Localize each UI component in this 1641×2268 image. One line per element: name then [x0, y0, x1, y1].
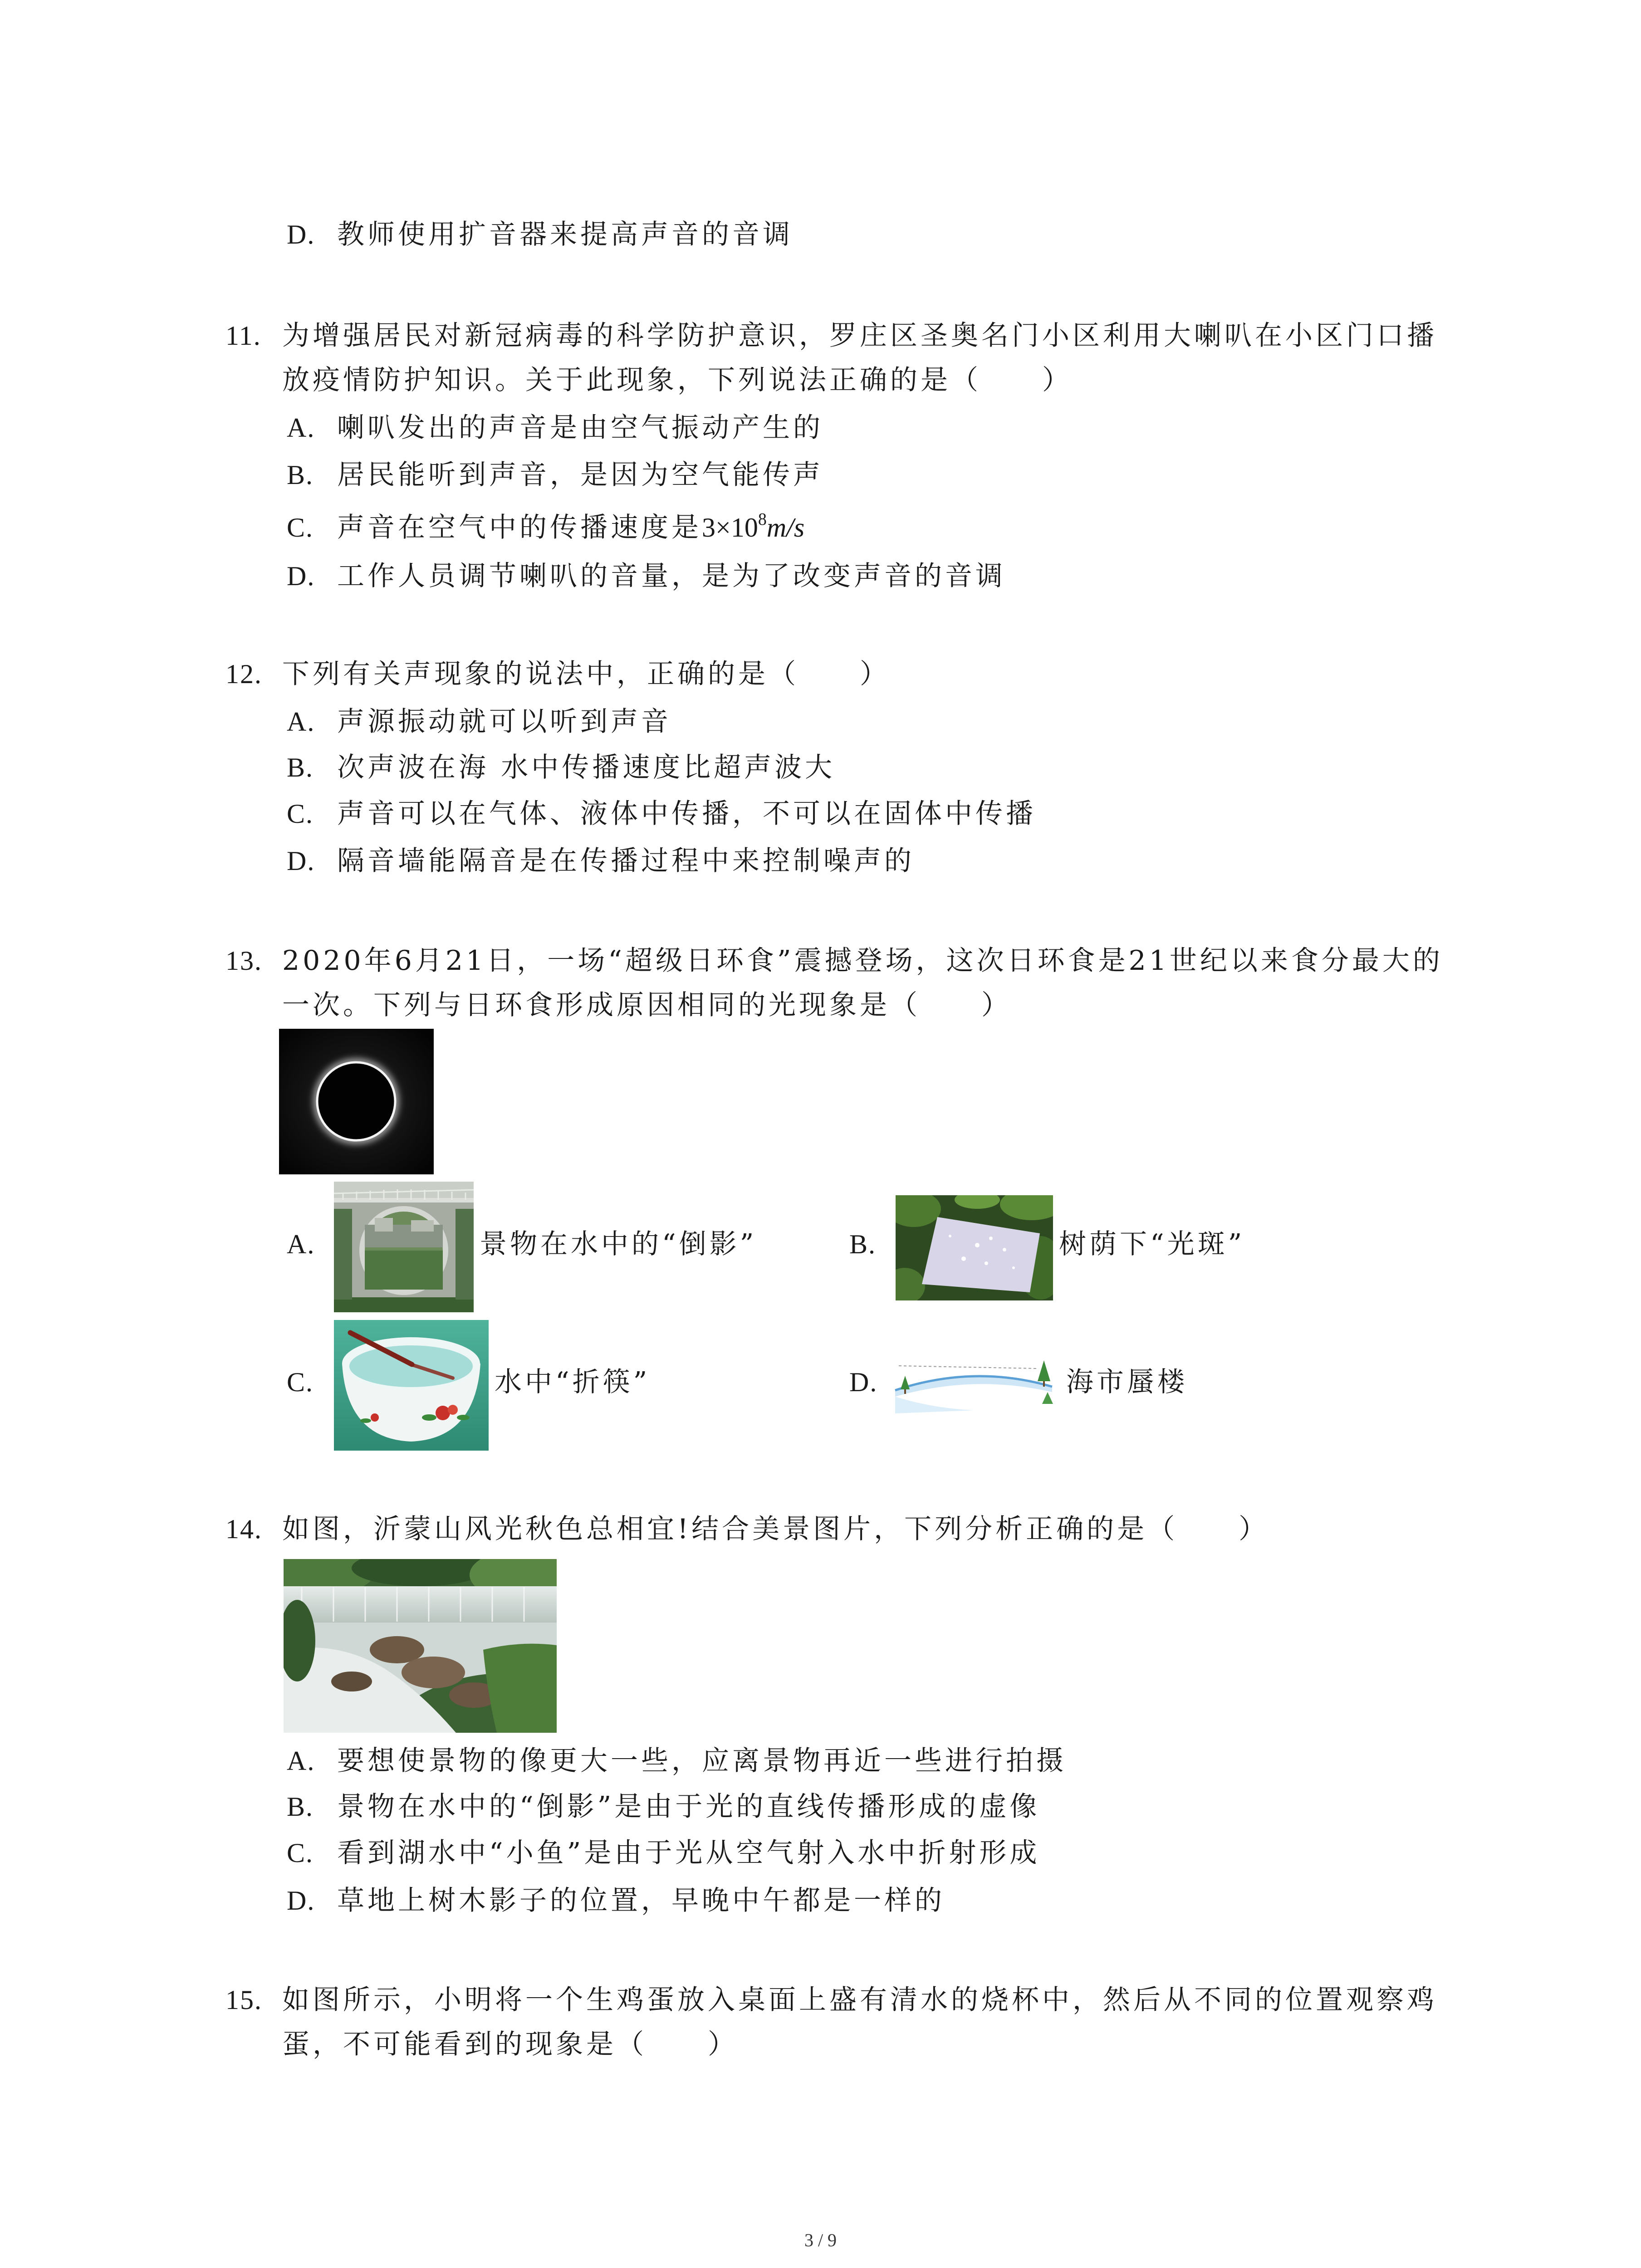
question-stem-line: 放疫情防护知识。关于此现象，下列说法正确的是（ ） [282, 364, 1073, 396]
question-stem-line: 2020年6月21日，一场“超级日环食”震撼登场，这次日环食是21世纪以来食分最大的 [282, 945, 1443, 977]
option-text: 看到湖水中“小鱼”是由于光从空气射入水中折射形成 [337, 1837, 1040, 1869]
waterfall-landscape-photo [284, 1559, 557, 1733]
question-number: 15. [225, 1985, 262, 2015]
option-text: 隔音墙能隔音是在传播过程中来控制噪声的 [337, 845, 915, 877]
option-label: C. [287, 1838, 314, 1868]
option-caption: 树荫下“光斑” [1059, 1228, 1245, 1260]
question-stem-line: 下列有关声现象的说法中，正确的是（ ） [282, 658, 890, 690]
option-text: 声音可以在气体、液体中传播，不可以在固体中传播 [337, 798, 1036, 830]
question-stem-line: 一次。下列与日环食形成原因相同的光现象是（ ） [282, 989, 1012, 1021]
annular-eclipse-photo [279, 1029, 434, 1174]
option-label: C. [287, 1367, 314, 1397]
question-number: 14. [225, 1514, 262, 1544]
option-label: D. [287, 1886, 315, 1916]
option-label: D. [287, 561, 315, 591]
option-text: 工作人员调节喇叭的音量，是为了改变声音的音调 [337, 560, 1006, 592]
option-text: 声音在空气中的传播速度是 [337, 512, 702, 543]
speed-value: 3×10 [702, 513, 758, 543]
option-label: B. [287, 460, 314, 490]
option-text-with-formula [337, 511, 804, 544]
question-number: 12. [225, 659, 262, 689]
option-label: A. [287, 1229, 315, 1259]
option-text: 声源振动就可以听到声音 [337, 706, 671, 738]
option-caption: 景物在水中的“倒影” [480, 1228, 757, 1260]
option-label: A. [287, 707, 315, 737]
option-text: 次声波在海 水中传播速度比超声波大 [337, 752, 836, 783]
question-stem-line: 为增强居民对新冠病毒的科学防护意识，罗庄区圣奥名门小区利用大喇叭在小区门口播 [282, 320, 1437, 352]
question-number: 13. [225, 946, 262, 976]
question-stem-line: 如图所示，小明将一个生鸡蛋放入桌面上盛有清水的烧杯中，然后从不同的位置观察鸡 [282, 1984, 1437, 2016]
option-label: C. [287, 799, 314, 829]
option-label: A. [287, 1746, 315, 1776]
option-label: B. [287, 1792, 314, 1822]
option-caption: 水中“折筷” [495, 1366, 651, 1398]
option-label: A. [287, 413, 315, 443]
option-text: 居民能听到声音，是因为空气能传声 [337, 459, 823, 491]
speed-exponent: 8 [758, 510, 767, 529]
tree-shade-light-spots-photo [896, 1195, 1053, 1300]
page-number: 3 / 9 [804, 2230, 837, 2250]
speed-unit: m/s [766, 513, 805, 543]
question-stem-line: 如图，沂蒙山风光秋色总相宜!结合美景图片，下列分析正确的是（ ） [282, 1513, 1269, 1545]
mirage-diagram [892, 1354, 1057, 1413]
option-text: 草地上树木影子的位置，早晚中午都是一样的 [337, 1885, 945, 1916]
option-label: C. [287, 513, 314, 543]
option-text: 景物在水中的“倒影”是由于光的直线传播形成的虚像 [337, 1791, 1040, 1823]
question-number: 11. [225, 321, 261, 351]
question-stem-line: 蛋，不可能看到的现象是（ ） [282, 2028, 738, 2060]
option-text: 要想使景物的像更大一些，应离景物再近一些进行拍摄 [337, 1745, 1067, 1777]
option-label: B. [849, 1229, 877, 1259]
option-label: D. [287, 846, 315, 876]
option-text: 教师使用扩音器来提高声音的音调 [337, 219, 793, 250]
option-label: B. [287, 753, 314, 782]
bent-chopstick-bowl-photo [334, 1320, 489, 1451]
bridge-reflection-photo [334, 1182, 474, 1312]
option-label: D. [287, 220, 315, 249]
option-caption: 海市蜃楼 [1066, 1366, 1188, 1398]
option-text: 喇叭发出的声音是由空气振动产生的 [337, 412, 823, 444]
option-label: D. [849, 1367, 878, 1397]
